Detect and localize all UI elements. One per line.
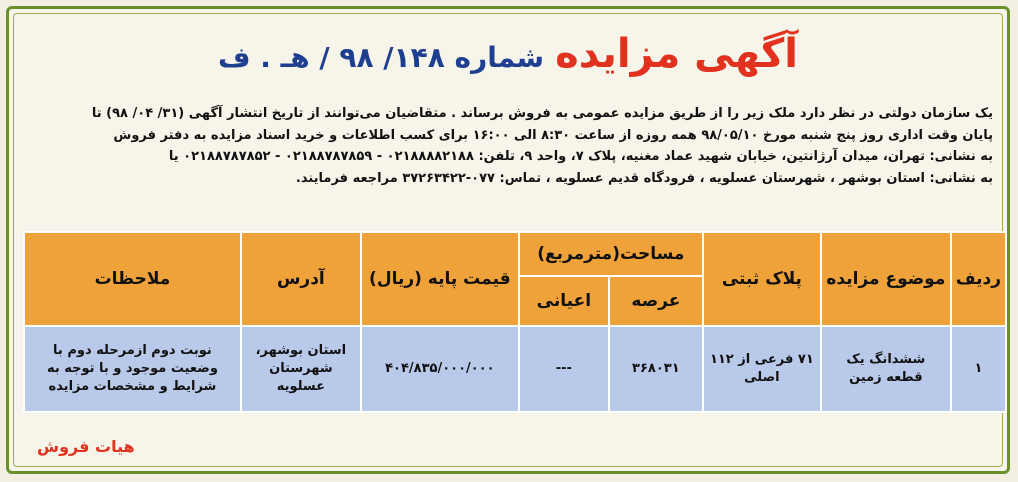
- ad-title: [9, 31, 1007, 77]
- cell-subject: ششدانگ یک قطعه زمین: [821, 326, 951, 412]
- header-address: آدرس: [241, 232, 361, 326]
- table-row: [24, 326, 1006, 412]
- header-price: قیمت پایه (ریال): [361, 232, 519, 326]
- body-line: به نشانی: تهران، میدان آرژانتین، خیابان شهید عماد مغنیه، پلاک ۷، واحد ۹، تلفن: ۰۲۱۸۸۸۸۲۱۸۸ - ۰۲۱۸۸۷۸۷۸۵۹ - ۰۲۱۸۸۷۸۷۸۵۲ یا: [168, 149, 993, 164]
- footer-signature: هیات فروش: [37, 437, 135, 456]
- ad-frame: [6, 6, 1010, 474]
- cell-price: ۴۰۴/۸۳۵/۰۰۰/۰۰۰: [361, 326, 519, 412]
- header-area: مساحت(مترمربع): [519, 232, 703, 276]
- cell-row-number: ۱: [951, 326, 1006, 412]
- header-plaque: پلاک ثبتی: [703, 232, 821, 326]
- title-main: آگهی مزایده: [555, 31, 798, 77]
- cell-plaque: ۷۱ فرعی از ۱۱۲ اصلی: [703, 326, 821, 412]
- auction-table: [23, 231, 1007, 413]
- cell-area-land: ۳۶۸۰۳۱: [609, 326, 703, 412]
- table-header-row: [24, 232, 1006, 276]
- ad-body: [23, 103, 993, 189]
- header-row-number: ردیف: [951, 232, 1006, 326]
- cell-area-building: ---: [519, 326, 609, 412]
- body-line: پایان وقت اداری روز پنج شنبه مورخ ۹۸/۰۵/۱۰ همه روزه از ساعت ۸:۳۰ الی ۱۶:۰۰ برای کسب اطلاعات و خرید اسناد مزایده به دفتر فروش: [113, 127, 993, 143]
- header-area-building: اعیانی: [519, 276, 609, 326]
- header-area-land: عرصه: [609, 276, 703, 326]
- body-line: یک سازمان دولتی در نظر دارد ملک زیر را از طریق مزایده عمومی به فروش برساند . متقاضیان می‌توانند از تاریخ انتشار آگهی (۳۱/ ۰۴/ ۹۸) تا: [91, 106, 993, 121]
- cell-address: استان بوشهر، شهرستان عسلویه: [241, 326, 361, 412]
- header-notes: ملاحظات: [24, 232, 241, 326]
- body-line: به نشانی: استان بوشهر ، شهرستان عسلویه ، فرودگاه قدیم عسلویه ، تماس: ۰۷۷-۳۷۲۶۳۴۲۲ مراجعه فرمایند.: [295, 170, 993, 186]
- title-number: شماره ۱۴۸/ ۹۸ / هـ . ف: [217, 41, 545, 74]
- cell-notes: نوبت دوم ازمرحله دوم با وضعیت موجود و با توجه به شرایط و مشخصات مزایده: [24, 326, 241, 412]
- header-subject: موضوع مزایده: [821, 232, 951, 326]
